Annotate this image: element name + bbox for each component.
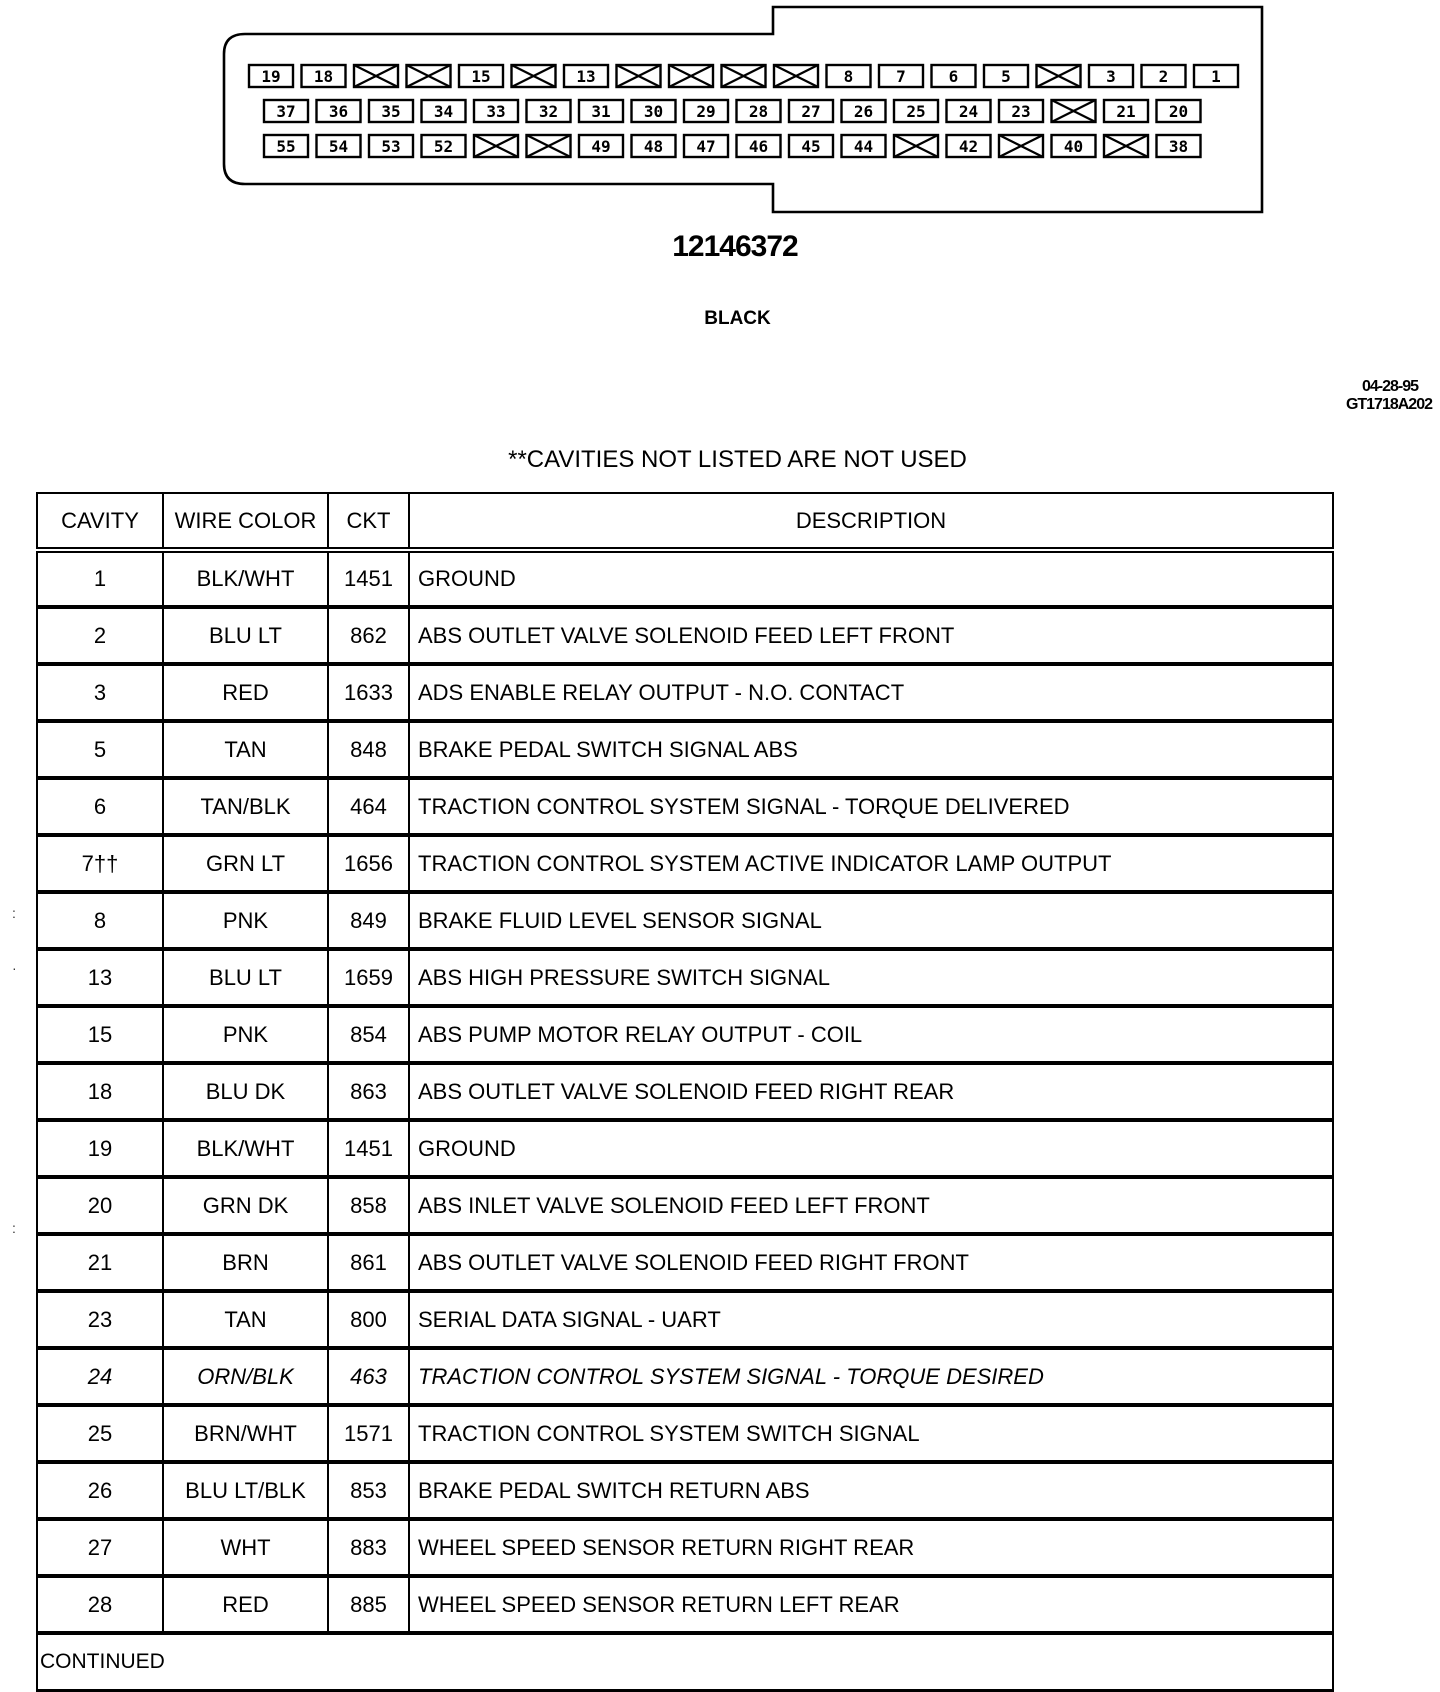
cell-description: BRAKE FLUID LEVEL SENSOR SIGNAL bbox=[409, 892, 1333, 949]
cell-description: ADS ENABLE RELAY OUTPUT - N.O. CONTACT bbox=[409, 664, 1333, 721]
cell-description: ABS HIGH PRESSURE SWITCH SIGNAL bbox=[409, 949, 1333, 1006]
cavity-30 bbox=[632, 100, 676, 122]
cavity-24 bbox=[947, 100, 991, 122]
cell-wire-color: GRN LT bbox=[163, 835, 328, 892]
cavity-36 bbox=[317, 100, 361, 122]
cell-wire-color: GRN DK bbox=[163, 1177, 328, 1234]
cell-description: GROUND bbox=[409, 1120, 1333, 1177]
cavity-20 bbox=[1157, 100, 1201, 122]
cell-ckt: 1451 bbox=[328, 550, 409, 607]
table-row bbox=[37, 1234, 1333, 1291]
cavity-unused bbox=[407, 65, 451, 87]
cavity-number: 42 bbox=[958, 137, 979, 156]
cavity-number: 36 bbox=[328, 102, 349, 121]
cell-wire-color: TAN bbox=[163, 721, 328, 778]
cavity-number: 19 bbox=[261, 67, 281, 86]
cell-wire-color: TAN/BLK bbox=[163, 778, 328, 835]
cell-cavity: 2 bbox=[37, 607, 163, 664]
cell-cavity: 5 bbox=[37, 721, 163, 778]
cavity-49 bbox=[579, 135, 623, 157]
cavity-29 bbox=[684, 100, 728, 122]
drawing-id: GT1718A202 bbox=[1345, 396, 1432, 413]
cell-wire-color: RED bbox=[163, 1576, 328, 1633]
cell-cavity: 7†† bbox=[37, 835, 163, 892]
drawing-date: 04-28-95 bbox=[1361, 378, 1418, 395]
cell-ckt: 863 bbox=[328, 1063, 409, 1120]
cavity-number: 34 bbox=[433, 102, 454, 121]
continued-row bbox=[37, 1633, 1333, 1690]
cavity-number: 47 bbox=[696, 137, 716, 156]
cell-cavity: 6 bbox=[37, 778, 163, 835]
cavity-number: 30 bbox=[643, 102, 664, 121]
cell-ckt: 853 bbox=[328, 1462, 409, 1519]
cavity-unused bbox=[1037, 65, 1081, 87]
cavity-18 bbox=[302, 65, 346, 87]
cell-ckt: 883 bbox=[328, 1519, 409, 1576]
cavity-number: 37 bbox=[276, 102, 296, 121]
cavity-unused bbox=[474, 135, 518, 157]
table-row bbox=[37, 664, 1333, 721]
cell-wire-color: BLK/WHT bbox=[163, 1120, 328, 1177]
cell-ckt: 464 bbox=[328, 778, 409, 835]
table-row bbox=[37, 1519, 1333, 1576]
cavity-number: 5 bbox=[1001, 67, 1011, 86]
table-row bbox=[37, 1405, 1333, 1462]
cell-ckt: 885 bbox=[328, 1576, 409, 1633]
cell-description: WHEEL SPEED SENSOR RETURN RIGHT REAR bbox=[409, 1519, 1333, 1576]
cavity-46 bbox=[737, 135, 781, 157]
table-row bbox=[37, 835, 1333, 892]
connector-color: BLACK bbox=[704, 308, 771, 329]
cavity-unused bbox=[669, 65, 713, 87]
cavity-number: 45 bbox=[801, 137, 821, 156]
cavity-number: 44 bbox=[853, 137, 874, 156]
cell-description: BRAKE PEDAL SWITCH RETURN ABS bbox=[409, 1462, 1333, 1519]
cell-cavity: 8 bbox=[37, 892, 163, 949]
cavity-number: 26 bbox=[853, 102, 874, 121]
cavity-number: 29 bbox=[696, 102, 716, 121]
cavity-2 bbox=[1142, 65, 1186, 87]
cavity-number: 49 bbox=[591, 137, 611, 156]
cavity-45 bbox=[789, 135, 833, 157]
cavity-number: 38 bbox=[1168, 137, 1189, 156]
header-ckt: CKT bbox=[328, 493, 409, 550]
cell-ckt: 800 bbox=[328, 1291, 409, 1348]
cavity-31 bbox=[579, 100, 623, 122]
cell-cavity: 25 bbox=[37, 1405, 163, 1462]
cavity-number: 32 bbox=[538, 102, 559, 121]
table-header-row bbox=[37, 493, 1333, 550]
cell-cavity: 3 bbox=[37, 664, 163, 721]
cavity-19 bbox=[249, 65, 293, 87]
cell-cavity: 15 bbox=[37, 1006, 163, 1063]
cavity-number: 33 bbox=[486, 102, 506, 121]
cell-cavity: 26 bbox=[37, 1462, 163, 1519]
cell-cavity: 19 bbox=[37, 1120, 163, 1177]
cell-ckt: 1633 bbox=[328, 664, 409, 721]
cavity-unused bbox=[354, 65, 398, 87]
cell-description: SERIAL DATA SIGNAL - UART bbox=[409, 1291, 1333, 1348]
cell-description: ABS PUMP MOTOR RELAY OUTPUT - COIL bbox=[409, 1006, 1333, 1063]
cavity-42 bbox=[947, 135, 991, 157]
cell-wire-color: BRN bbox=[163, 1234, 328, 1291]
cavity-number: 13 bbox=[576, 67, 596, 86]
cell-wire-color: PNK bbox=[163, 892, 328, 949]
table-row bbox=[37, 778, 1333, 835]
cell-wire-color: RED bbox=[163, 664, 328, 721]
cavity-number: 3 bbox=[1106, 67, 1116, 86]
cell-ckt: 1451 bbox=[328, 1120, 409, 1177]
header-cavity: CAVITY bbox=[37, 493, 163, 550]
cell-ckt: 848 bbox=[328, 721, 409, 778]
cavity-6 bbox=[932, 65, 976, 87]
cavity-55 bbox=[264, 135, 308, 157]
margin-mark: · bbox=[12, 960, 17, 976]
cell-wire-color: BRN/WHT bbox=[163, 1405, 328, 1462]
cell-cavity: 20 bbox=[37, 1177, 163, 1234]
cavity-number: 8 bbox=[843, 67, 854, 86]
table-row bbox=[37, 1462, 1333, 1519]
cavity-number: 21 bbox=[1116, 102, 1136, 121]
cavity-unused bbox=[527, 135, 571, 157]
table-row bbox=[37, 721, 1333, 778]
cavity-21 bbox=[1104, 100, 1148, 122]
cavity-number: 31 bbox=[591, 102, 611, 121]
cell-ckt: 858 bbox=[328, 1177, 409, 1234]
cavity-54 bbox=[317, 135, 361, 157]
unused-cavities-note: **CAVITIES NOT LISTED ARE NOT USED bbox=[508, 446, 967, 473]
cavity-3 bbox=[1089, 65, 1133, 87]
cell-ckt: 1659 bbox=[328, 949, 409, 1006]
cavity-unused bbox=[1104, 135, 1148, 157]
cavity-unused bbox=[999, 135, 1043, 157]
cell-description: WHEEL SPEED SENSOR RETURN LEFT REAR bbox=[409, 1576, 1333, 1633]
cavity-1 bbox=[1194, 65, 1238, 87]
cavity-35 bbox=[369, 100, 413, 122]
cavity-34 bbox=[422, 100, 466, 122]
cavity-wiring-table bbox=[36, 492, 1334, 1692]
cavity-53 bbox=[369, 135, 413, 157]
cavity-number: 20 bbox=[1168, 102, 1189, 121]
margin-mark: : bbox=[12, 1220, 16, 1236]
cavity-number: 46 bbox=[748, 137, 769, 156]
table-row bbox=[37, 1291, 1333, 1348]
cell-description: BRAKE PEDAL SWITCH SIGNAL ABS bbox=[409, 721, 1333, 778]
cavity-number: 7 bbox=[896, 67, 906, 86]
header-description: DESCRIPTION bbox=[409, 493, 1333, 550]
cell-cavity: 28 bbox=[37, 1576, 163, 1633]
cavity-26 bbox=[842, 100, 886, 122]
cell-wire-color: BLU LT bbox=[163, 607, 328, 664]
cell-wire-color: BLK/WHT bbox=[163, 550, 328, 607]
cavity-number: 48 bbox=[643, 137, 664, 156]
cavity-number: 40 bbox=[1063, 137, 1084, 156]
cavity-unused bbox=[512, 65, 556, 87]
cavity-32 bbox=[527, 100, 571, 122]
cavity-number: 6 bbox=[948, 67, 959, 86]
cavity-15 bbox=[459, 65, 503, 87]
cell-wire-color: BLU LT bbox=[163, 949, 328, 1006]
cavity-number: 15 bbox=[471, 67, 491, 86]
connector-face-diagram bbox=[0, 0, 1440, 230]
cell-description: ABS OUTLET VALVE SOLENOID FEED RIGHT FRONT bbox=[409, 1234, 1333, 1291]
cavity-number: 18 bbox=[313, 67, 334, 86]
cavity-5 bbox=[984, 65, 1028, 87]
cavity-unused bbox=[617, 65, 661, 87]
cavity-number: 55 bbox=[276, 137, 296, 156]
cell-cavity: 13 bbox=[37, 949, 163, 1006]
cavity-40 bbox=[1052, 135, 1096, 157]
cavity-33 bbox=[474, 100, 518, 122]
part-number: 12146372 bbox=[672, 230, 798, 263]
cavity-13 bbox=[564, 65, 608, 87]
cavity-number: 35 bbox=[381, 102, 401, 121]
cavity-number: 28 bbox=[748, 102, 769, 121]
cell-cavity: 27 bbox=[37, 1519, 163, 1576]
table-row bbox=[37, 607, 1333, 664]
cell-wire-color: BLU DK bbox=[163, 1063, 328, 1120]
cell-wire-color: PNK bbox=[163, 1006, 328, 1063]
table-row bbox=[37, 1576, 1333, 1633]
cavity-27 bbox=[789, 100, 833, 122]
cell-ckt: 862 bbox=[328, 607, 409, 664]
cavity-grid bbox=[249, 65, 1238, 157]
cell-cavity: 24 bbox=[37, 1348, 163, 1405]
cavity-number: 23 bbox=[1011, 102, 1031, 121]
cavity-48 bbox=[632, 135, 676, 157]
cell-ckt: 1656 bbox=[328, 835, 409, 892]
cavity-number: 1 bbox=[1211, 67, 1221, 86]
table-row bbox=[37, 892, 1333, 949]
cavity-23 bbox=[999, 100, 1043, 122]
cell-cavity: 18 bbox=[37, 1063, 163, 1120]
cavity-unused bbox=[722, 65, 766, 87]
cell-ckt: 463 bbox=[328, 1348, 409, 1405]
table-row bbox=[37, 1006, 1333, 1063]
cavity-8 bbox=[827, 65, 871, 87]
cavity-37 bbox=[264, 100, 308, 122]
cell-description: ABS OUTLET VALVE SOLENOID FEED LEFT FRONT bbox=[409, 607, 1333, 664]
cell-cavity: 21 bbox=[37, 1234, 163, 1291]
cavity-unused bbox=[1052, 100, 1096, 122]
cell-ckt: 854 bbox=[328, 1006, 409, 1063]
cell-description: TRACTION CONTROL SYSTEM SIGNAL - TORQUE DELIVERED bbox=[409, 778, 1333, 835]
cavity-number: 52 bbox=[433, 137, 454, 156]
cavity-52 bbox=[422, 135, 466, 157]
cavity-unused bbox=[774, 65, 818, 87]
cell-wire-color: TAN bbox=[163, 1291, 328, 1348]
cavity-number: 2 bbox=[1158, 67, 1169, 86]
cell-description: ABS OUTLET VALVE SOLENOID FEED RIGHT REAR bbox=[409, 1063, 1333, 1120]
cavity-number: 53 bbox=[381, 137, 401, 156]
cavity-44 bbox=[842, 135, 886, 157]
cavity-unused bbox=[894, 135, 938, 157]
cavity-7 bbox=[879, 65, 923, 87]
cell-wire-color: BLU LT/BLK bbox=[163, 1462, 328, 1519]
margin-mark: : bbox=[12, 905, 16, 921]
cell-description: TRACTION CONTROL SYSTEM SWITCH SIGNAL bbox=[409, 1405, 1333, 1462]
cell-ckt: 1571 bbox=[328, 1405, 409, 1462]
table-row bbox=[37, 1348, 1333, 1405]
cell-description: TRACTION CONTROL SYSTEM SIGNAL - TORQUE DESIRED bbox=[409, 1348, 1333, 1405]
cell-description: GROUND bbox=[409, 550, 1333, 607]
cell-wire-color: ORN/BLK bbox=[163, 1348, 328, 1405]
cell-cavity: 23 bbox=[37, 1291, 163, 1348]
cavity-25 bbox=[894, 100, 938, 122]
header-wire-color: WIRE COLOR bbox=[163, 493, 328, 550]
table-row bbox=[37, 949, 1333, 1006]
cell-ckt: 861 bbox=[328, 1234, 409, 1291]
cavity-38 bbox=[1157, 135, 1201, 157]
cavity-number: 27 bbox=[801, 102, 821, 121]
cell-description: ABS INLET VALVE SOLENOID FEED LEFT FRONT bbox=[409, 1177, 1333, 1234]
cell-cavity: 1 bbox=[37, 550, 163, 607]
cell-ckt: 849 bbox=[328, 892, 409, 949]
table-row bbox=[37, 1177, 1333, 1234]
table-row bbox=[37, 550, 1333, 607]
cavity-number: 54 bbox=[328, 137, 349, 156]
table-row bbox=[37, 1063, 1333, 1120]
continued-label: CONTINUED bbox=[37, 1633, 1333, 1690]
cavity-number: 25 bbox=[906, 102, 926, 121]
cavity-28 bbox=[737, 100, 781, 122]
cell-wire-color: WHT bbox=[163, 1519, 328, 1576]
cavity-47 bbox=[684, 135, 728, 157]
cell-description: TRACTION CONTROL SYSTEM ACTIVE INDICATOR LAMP OUTPUT bbox=[409, 835, 1333, 892]
table-row bbox=[37, 1120, 1333, 1177]
cavity-number: 24 bbox=[958, 102, 979, 121]
